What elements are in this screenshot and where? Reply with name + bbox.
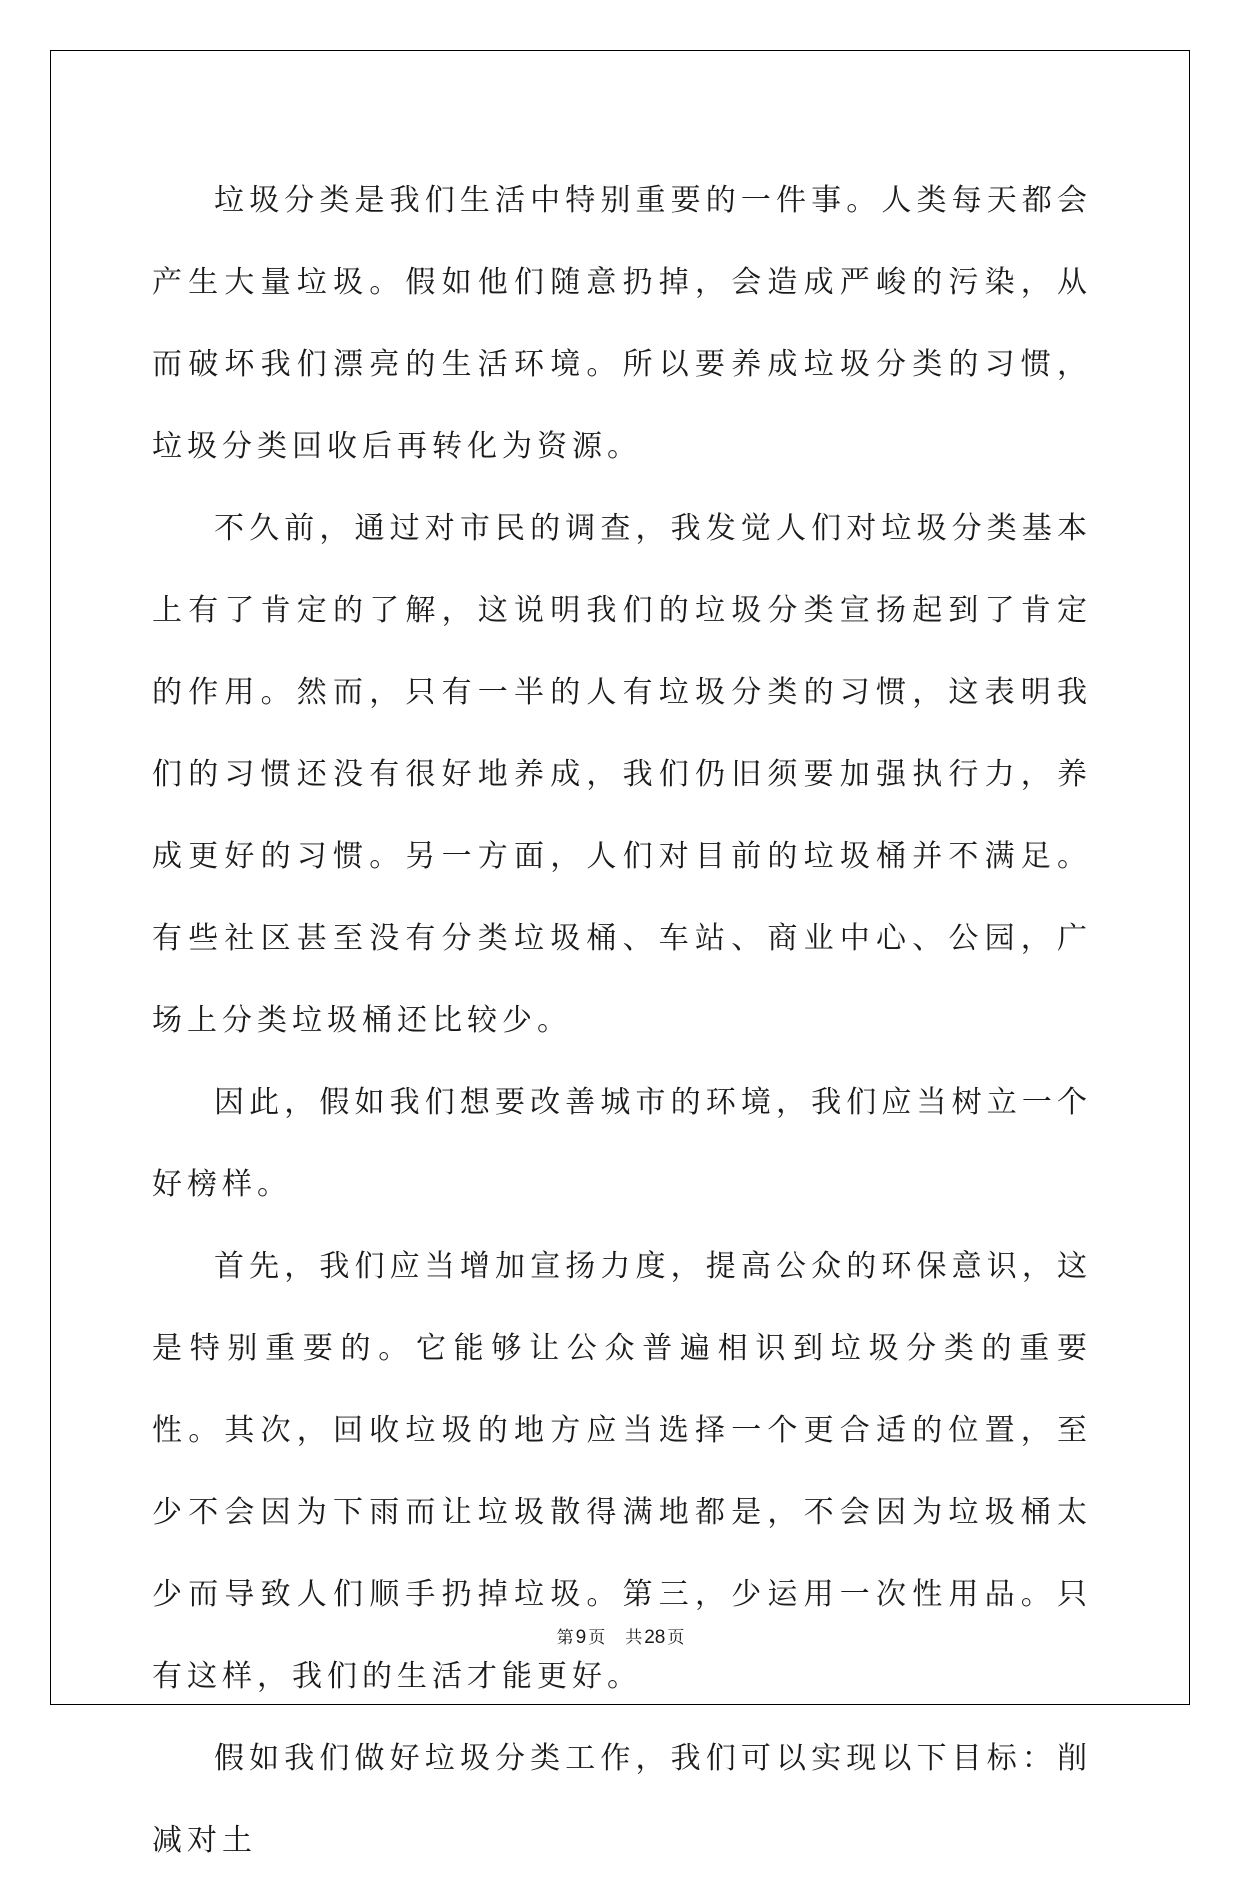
paragraph-4: 首先，我们应当增加宣扬力度，提高公众的环保意识，这是特别重要的。它能够让公众普遍相识到垃圾分类的重要性。其次，回收垃圾的地方应当选择一个更合适的位置，至少不会因为下雨而让垃圾散得满地都是，不会因为垃圾桶太少而导致人们顺手扔掉垃圾。第三，少运用一次性用品。只有这样，我们的生活才能更好。 — [152, 1249, 1092, 1694]
total-pages-number: 28 — [644, 1627, 666, 1648]
current-page-number: 9 — [575, 1627, 587, 1648]
document-body — [152, 160, 1092, 1882]
paragraph-2: 不久前，通过对市民的调查，我发觉人们对垃圾分类基本上有了肯定的了解，这说明我们的垃圾分类宣扬起到了肯定的作用。然而，只有一半的人有垃圾分类的习惯，这表明我们的习惯还没有很好地养成，我们仍旧须要加强执行力，养成更好的习惯。另一方面，人们对目前的垃圾桶并不满足。有些社区甚至没有分类垃圾桶、车站、商业中心、公园，广场上分类垃圾桶还比较少。 — [152, 511, 1092, 1038]
footer-total-prefix: 共 — [625, 1628, 643, 1648]
footer-page-suffix: 页 — [588, 1628, 606, 1648]
page-footer — [0, 1627, 1241, 1649]
footer-prefix: 第 — [556, 1628, 574, 1648]
paragraph-5: 假如我们做好垃圾分类工作，我们可以实现以下目标：削减对土 — [152, 1741, 1092, 1858]
paragraph-1: 垃圾分类是我们生活中特别重要的一件事。人类每天都会产生大量垃圾。假如他们随意扔掉，会造成严峻的污染，从而破坏我们漂亮的生活环境。所以要养成垃圾分类的习惯，垃圾分类回收后再转化为资源。 — [152, 183, 1092, 464]
footer-total-suffix: 页 — [667, 1628, 685, 1648]
paragraph-3: 因此，假如我们想要改善城市的环境，我们应当树立一个好榜样。 — [152, 1085, 1092, 1202]
